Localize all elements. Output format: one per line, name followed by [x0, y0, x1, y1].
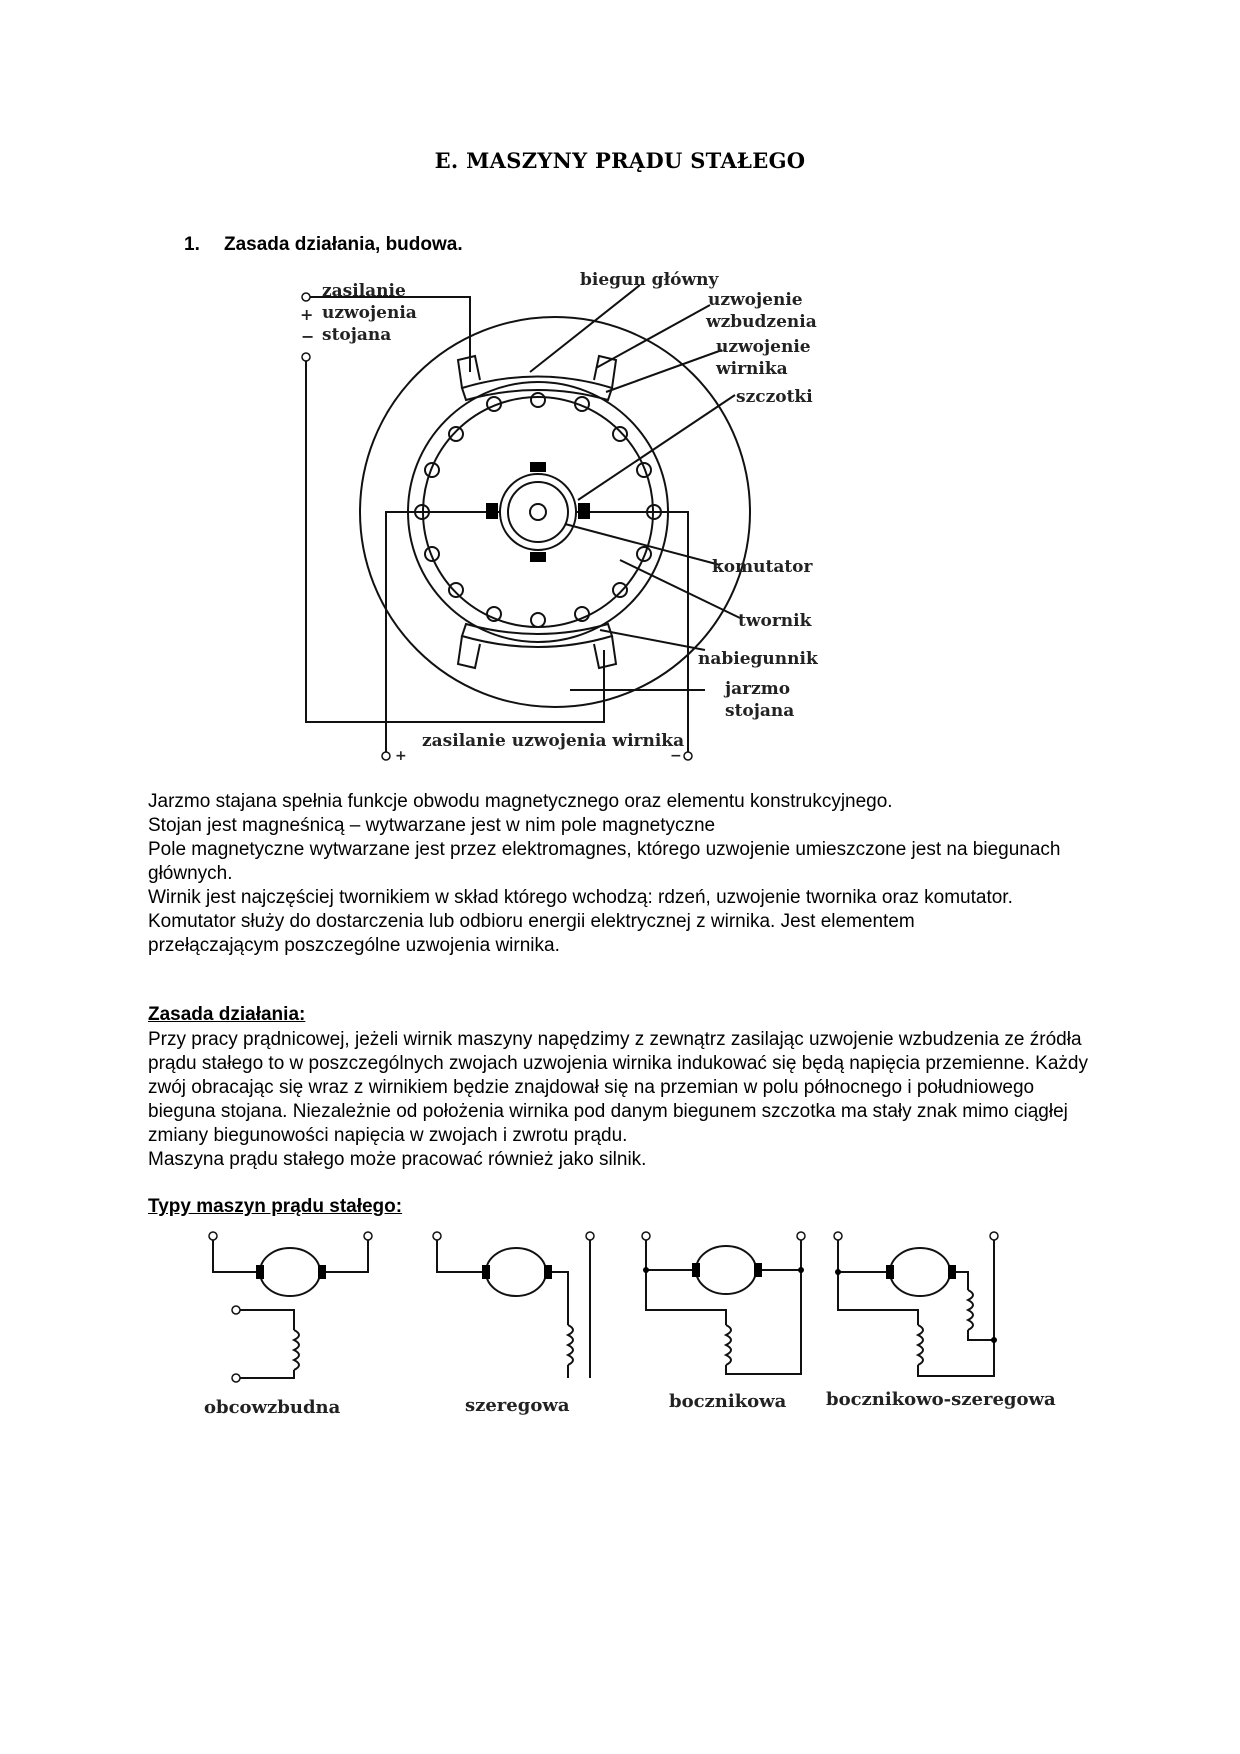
label-uzwojenie2: uzwojenie — [716, 337, 811, 357]
zasada-heading: Zasada działania: — [148, 1004, 306, 1025]
section-number: 1. — [184, 234, 200, 255]
rotor-wire-right — [576, 512, 688, 752]
label-nabiegunnik: nabiegunnik — [698, 649, 818, 669]
label-biegun-glowny: biegun główny — [580, 270, 719, 290]
label-wzbudzenia: wzbudzenia — [706, 312, 817, 332]
type-label-bocznikowo-szeregowa: bocznikowo-szeregowa — [826, 1389, 1056, 1410]
shaft — [530, 504, 546, 520]
rotor-wire-left — [386, 512, 500, 752]
label-jarzmo: jarzmo — [725, 679, 791, 699]
paragraph: Komutator służy do dostarczenia lub odbioru energii elektrycznej z wirnika. Jest elementem przełączającym poszczególne uzwojenia wirnika. — [148, 911, 915, 956]
commutator-outer — [500, 474, 576, 550]
label-uzwojenie1: uzwojenie — [708, 290, 803, 310]
label-uzwojenia: uzwojenia — [322, 303, 417, 323]
label-zasilanie-wirnika: zasilanie uzwojenia wirnika — [422, 731, 685, 751]
label-stojana2: stojana — [725, 701, 795, 721]
zasada-text: Przy pracy prądnicowej, jeżeli wirnik maszyny napędzimy z zewnątrz zasilając uzwojenie wzbudzenia ze źródła prądu stałego to w poszczególnych zwojach uzwojenia wirnika indukować się będą napięcia przemienne. Każdy zwój obracając się wraz z wirnikiem będzie znajdował się na przemian w polu północnego i południowego bieguna stojana. Niezależnie od położenia wirnika pod danym biegunem szczotka ma stały znak mimo ciągłej zmiany biegunowości napięcia w zwojach i zwrotu prądu. — [148, 1029, 1088, 1146]
label-komutator: komutator — [712, 557, 813, 577]
label-minus: − — [301, 327, 315, 346]
paragraph: Wirnik jest najczęściej twornikiem w skład którego wchodzą: rdzeń, uzwojenie twornika oraz komutator. — [148, 887, 1013, 908]
paragraph: Jarzmo stajana spełnia funkcje obwodu magnetycznego oraz elementu konstrukcyjnego. — [148, 791, 893, 812]
label-plus: + — [300, 305, 314, 324]
type-szeregowa-circuit — [437, 1240, 590, 1378]
brushes — [486, 462, 590, 562]
type-bocznikowa-circuit — [646, 1240, 801, 1374]
type-label-obcowzbudna: obcowzbudna — [204, 1397, 341, 1418]
paragraph: Pole magnetyczne wytwarzane jest przez elektromagnes, którego uzwojenie umieszczone jest na biegunach głównych. — [148, 839, 1061, 884]
section-heading — [184, 234, 463, 256]
label-zasilanie: zasilanie — [322, 281, 406, 301]
section-title: Zasada działania, budowa. — [224, 234, 463, 255]
commutator-inner — [508, 482, 568, 542]
page-title: E. MASZYNY PRĄDU STAŁEGO — [434, 148, 806, 173]
zasada-block — [148, 1028, 1093, 1172]
typy-heading: Typy maszyn prądu stałego: — [148, 1196, 403, 1217]
type-label-bocznikowa: bocznikowa — [669, 1391, 787, 1412]
rotor-slots — [415, 393, 661, 627]
label-wirnika: wirnika — [716, 359, 788, 379]
label-twornik: twornik — [738, 611, 812, 631]
type-bocznikowo-szeregowa-circuit — [838, 1240, 994, 1376]
label-stojana: stojana — [322, 325, 392, 345]
type-label-szeregowa: szeregowa — [465, 1395, 570, 1416]
label-bottom-minus: − — [670, 748, 682, 764]
paragraph: Stojan jest magneśnicą – wytwarzane jest w nim pole magnetyczne — [148, 815, 716, 836]
zasada-text2: Maszyna prądu stałego może pracować również jako silnik. — [148, 1149, 647, 1170]
description-block — [148, 790, 1108, 958]
dc-machine-diagram — [0, 255, 1240, 775]
machine-types-diagram — [0, 1220, 1240, 1420]
label-bottom-plus: + — [395, 748, 407, 764]
label-szczotki: szczotki — [736, 387, 813, 407]
